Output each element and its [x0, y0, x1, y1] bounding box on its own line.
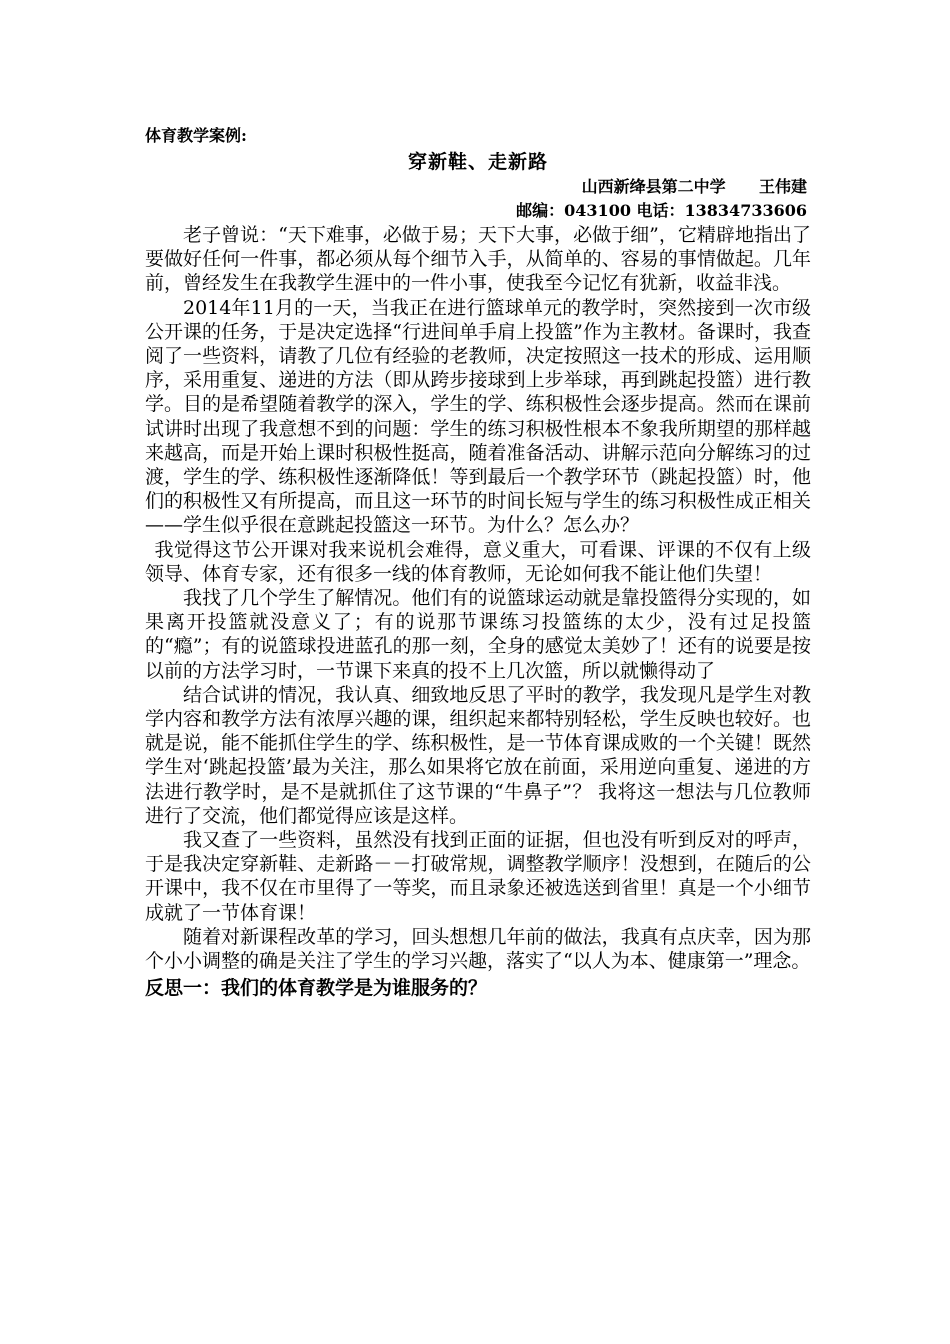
paragraph-intro: 老子曾说：“天下难事，必做于易；天下大事，必做于细”，它精辟地指出了要做好任何一件事，都必须从每个细节入手，从简单的、容易的事情做起。几年前，曾经发生在我教学生涯中的一件小事，使我至今记忆有犹新，收益非浅。 [145, 224, 811, 295]
paragraph-lesson-story: 2014年11月的一天，当我正在进行篮球单元的教学时，突然接到一次市级公开课的任务，于是决定选择“行进间单手肩上投篮”作为主教材。备课时，我查阅了一些资料，请教了几位有经验的老教师，决定按照这一技术的形成、运用顺序，采用重复、递进的方法（即从跨步接球到上步举球，再到跳起投篮）进行教学。目的是希望随着教学的深入，学生的学、练积极性会逐步提高。然而在课前试讲时出现了我意想不到的问题：学生的练习积极性根本不象我所期望的那样越来越高，而是开始上课时积极性挺高，随着准备活动、讲解示范向分解练习的过渡，学生的学、练积极性逐渐降低！等到最后一个教学环节（跳起投篮）时，他们的积极性又有所提高，而且这一环节的时间长短与学生的练习积极性成正相关——学生似乎很在意跳起投篮这一环节。为什么？怎么办？ [145, 296, 811, 537]
paragraph-student-feedback: 我找了几个学生了解情况。他们有的说篮球运动就是靠投篮得分实现的，如果离开投篮就没意义了；有的说那节课练习投篮练的太少，没有过足投篮的“瘾”；有的说篮球投进蓝孔的那一刻，全身的感觉太美妙了！还有的说要是按以前的方法学习时，一节课下来真的投不上几次篮，所以就懒得动了 [145, 587, 811, 682]
paragraph-conclusion: 随着对新课程改革的学习，回头想想几年前的做法，我真有点庆幸，因为那个小小调整的确是关注了学生的学习兴趣，落实了“以人为本、健康第一”理念。 [145, 925, 811, 973]
author-line: 山西新绛县第二中学 王伟建 [581, 177, 807, 196]
case-label: 体育教学案例: [145, 126, 247, 145]
section-heading: 反思一：我们的体育教学是为谁服务的？ [145, 977, 488, 1000]
contact-line: 邮编：043100 电话：13834733606 [516, 201, 807, 220]
paragraph-importance: 我觉得这节公开课对我来说机会难得，意义重大，可看课、评课的不仅有上级领导、体育专家，还有很多一线的体育教师，无论如何我不能让他们失望！ [145, 538, 811, 585]
paragraph-reflection: 结合试讲的情况，我认真、细致地反思了平时的教学，我发现凡是学生对教学内容和教学方法有浓厚兴趣的课，组织起来都特别轻松，学生反映也较好。也就是说，能不能抓住学生的学、练积极性，是一节体育课成败的一个关键！既然学生对‘跳起投篮’最为关注，那么如果将它放在前面，采用逆向重复、递进的方法进行教学时，是不是就抓住了这节课的“牛鼻子”？ 我将这一想法与几位教师进行了交流，他们都觉得应该是这样。 [145, 683, 811, 827]
article-title: 穿新鞋、走新路 [407, 151, 548, 173]
document-body [145, 123, 811, 1003]
paragraph-decision: 我又查了一些资料，虽然没有找到正面的证据，但也没有听到反对的呼声，于是我决定穿新鞋、走新路－－打破常规，调整教学顺序！没想到，在随后的公开课中，我不仅在市里得了一等奖，而且录象还被选送到省里！真是一个小细节成就了一节体育课！ [145, 829, 811, 924]
